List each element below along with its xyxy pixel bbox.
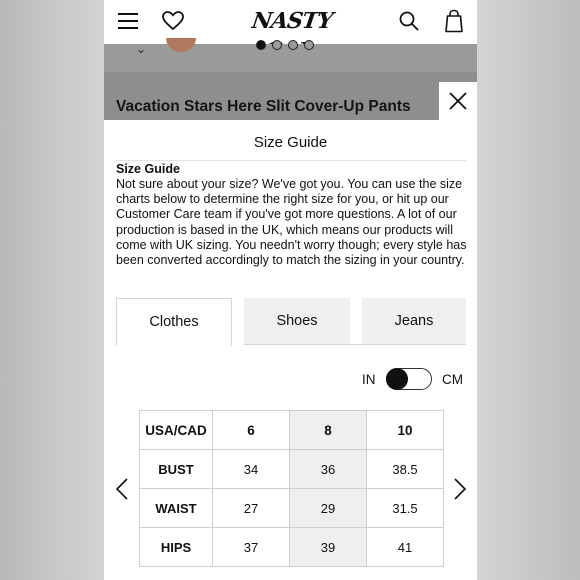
measurement-value: 29: [290, 489, 367, 528]
chevron-right-icon: [453, 478, 467, 500]
heart-icon[interactable]: [162, 11, 184, 31]
table-row: [140, 489, 444, 528]
unit-toggle[interactable]: [386, 368, 432, 390]
background-right: [477, 0, 580, 580]
measurement-value: 39: [290, 528, 367, 567]
table-row: [140, 528, 444, 567]
product-title: Vacation Stars Here Slit Cover-Up Pants: [116, 98, 411, 115]
size-header: 8: [290, 411, 367, 450]
tab-underline: [244, 344, 466, 345]
measurement-label: BUST: [140, 450, 213, 489]
measurement-label: HIPS: [140, 528, 213, 567]
divider: [116, 160, 466, 161]
chevron-down-icon: ⌄: [136, 42, 147, 56]
close-icon: [449, 92, 467, 110]
size-category-tabs: [116, 298, 466, 345]
unit-label-cm: CM: [442, 372, 463, 387]
size-header: 6: [213, 411, 290, 450]
unit-label-in: IN: [362, 372, 376, 387]
top-navigation-bar: [104, 0, 477, 44]
measurement-value: 27: [213, 489, 290, 528]
search-icon[interactable]: [399, 11, 419, 31]
size-system-label: USA/CAD: [140, 411, 213, 450]
tab-shoes[interactable]: Shoes: [244, 298, 350, 344]
carousel-dot[interactable]: [272, 40, 282, 50]
previous-sizes-button[interactable]: [113, 478, 131, 502]
carousel-dot[interactable]: [304, 40, 314, 50]
phone-screen: [104, 0, 477, 580]
menu-icon[interactable]: [118, 12, 138, 30]
measurement-value: 41: [367, 528, 444, 567]
size-guide-heading: Size Guide: [116, 162, 180, 176]
table-row: [140, 411, 444, 450]
table-row: [140, 450, 444, 489]
carousel-dot[interactable]: [288, 40, 298, 50]
next-sizes-button[interactable]: [451, 478, 469, 502]
size-table: [139, 410, 444, 567]
toggle-knob: [386, 368, 408, 390]
measurement-value: 34: [213, 450, 290, 489]
measurement-value: 36: [290, 450, 367, 489]
background-left: [0, 0, 104, 580]
product-page-overlay: [104, 44, 477, 120]
measurement-value: 37: [213, 528, 290, 567]
size-guide-sheet: [104, 120, 477, 580]
measurement-label: WAIST: [140, 489, 213, 528]
bag-icon[interactable]: [444, 9, 464, 33]
carousel-dot[interactable]: [256, 40, 266, 50]
sheet-title: Size Guide: [253, 134, 328, 151]
chevron-left-icon: [115, 478, 129, 500]
measurement-value: 31.5: [367, 489, 444, 528]
close-button[interactable]: [439, 82, 477, 120]
brand-logo[interactable]: NASTY: [250, 8, 335, 34]
size-header: 10: [367, 411, 444, 450]
tab-jeans[interactable]: Jeans: [362, 298, 466, 344]
tab-clothes[interactable]: Clothes: [116, 298, 232, 346]
carousel-dots: [256, 40, 314, 50]
size-guide-description: Not sure about your size? We've got you. You can use the size charts below to determine the right size for you, or hit up our Customer Care team if you've got more questions. A lot of our production is based in the UK, which means our products will come with UK sizing. You needn't worry though; every style has been converted accordingly to match the sizing in your country.: [116, 177, 467, 268]
measurement-value: 38.5: [367, 450, 444, 489]
